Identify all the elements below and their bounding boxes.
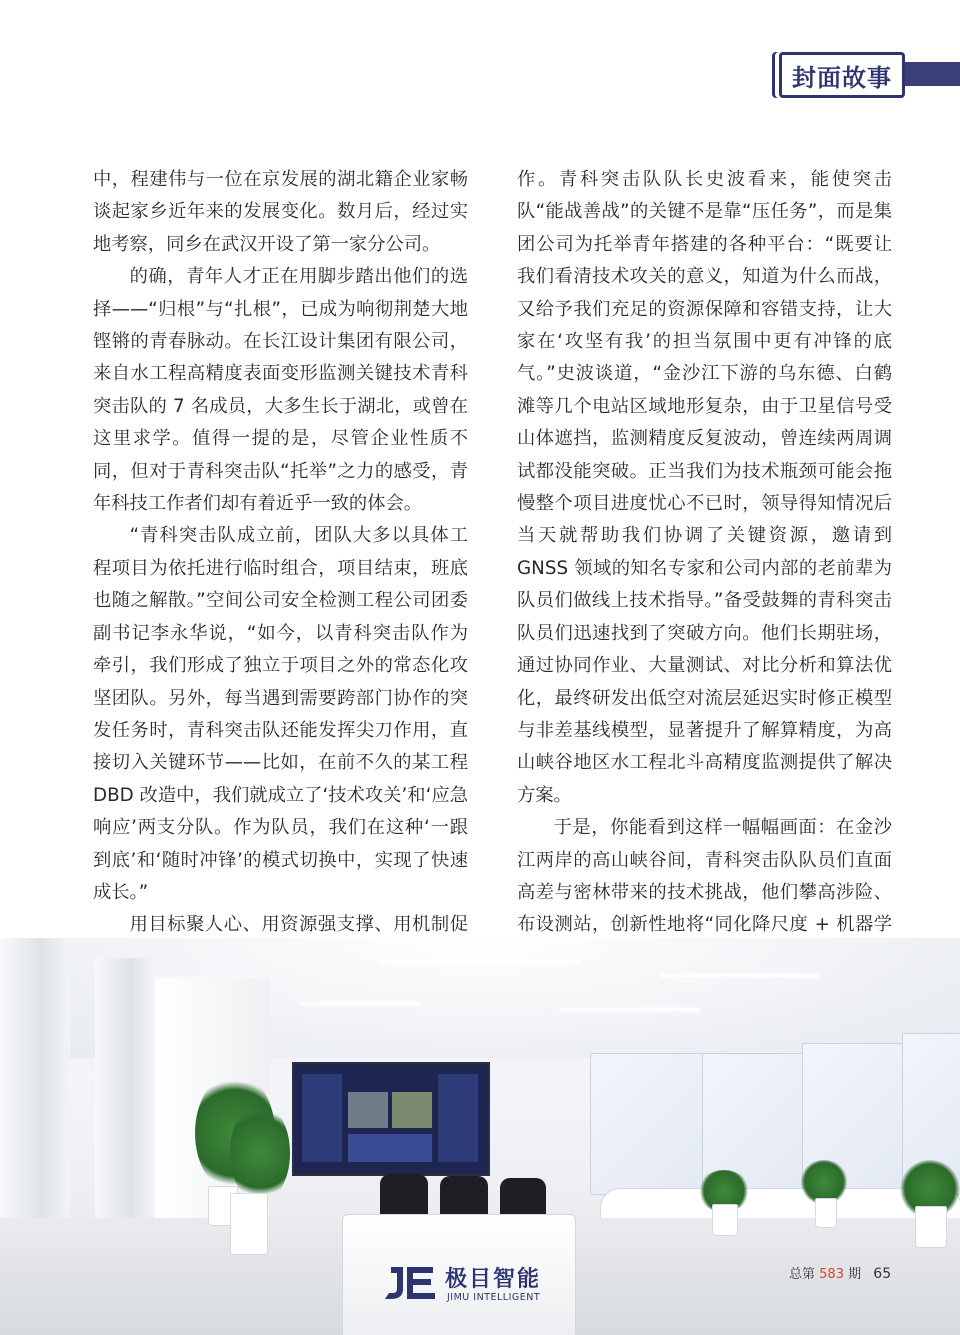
issue-suffix: 期	[848, 1267, 862, 1282]
section-tag-box	[779, 52, 905, 98]
plant-pot	[815, 1198, 837, 1228]
plant-pot	[915, 1206, 947, 1248]
jimu-logo-icon	[383, 1263, 439, 1303]
ceiling-light	[660, 974, 820, 977]
page-folio	[789, 1263, 891, 1282]
paragraph: 作。青科突击队队长史波看来，能使突击队“能战善战”的关键不是靠“压任务”，而是集团公司为托举青年搭建的各种平台：“既要让我们看清技术攻关的意义，知道为什么而战，又给予我们充足的资源保障和容错支持，让大家在‘攻坚有我’的担当氛围中更有冲锋的底气。”史波谈道，“金沙江下游的乌东德、白鹤滩等几个电站区域地形复杂，由于卫星信号受山体遮挡，监测精度反复波动，曾连续两周调试都没能突破。正当我们为技术瓶颈可能会拖慢整个项目进度忧心不已时，领导得知情况后当天就帮助我们协调了关键资源，邀请到 GNSS 领域的知名专家和公司内部的老前辈为队员们做线上技术指导。”备受鼓舞的青科突击队员们迅速找到了突破方向。他们长期驻场，通过协同作业、大量测试、对比分析和算法优化，最终研发出低空对流层延迟实时修正模型与非差基线模型，显著提升了解算精度，为高山峡谷地区水工程北斗高精度监测提供了解决方案。	[517, 169, 892, 806]
logo-chinese-name: 极目智能	[445, 1267, 542, 1292]
paragraph: 的确，青年人才正在用脚步踏出他们的选择——“归根”与“扎根”，已成为响彻荆楚大地铿锵的青春脉动。在长江设计集团有限公司，来自水工程高精度表面变形监测关键技术青科突击队的 7 名成员，大多生长于湖北，或曾在这里求学。值得一提的是，尽管企业性质不同，但对于青科突击队“托举”之力的感受，青年科技工作者们却有着近乎一致的体会。	[93, 266, 468, 515]
logo-english-name: JIMU INTELLIGENT	[447, 1292, 541, 1303]
wall-display	[590, 1053, 704, 1195]
section-tag-bar	[905, 62, 960, 86]
section-tag-label: 封面故事	[792, 63, 892, 92]
paragraph: “青科突击队成立前，团队大多以具体工程项目为依托进行临时组合，项目结束，班底也随之解散。”空间公司安全检测工程公司团委副书记李永华说，“如今，以青科突击队作为牵引，我们形成了独立于项目之外的常态化攻坚团队。另外，每当遇到需要跨部门协作的突发任务时，青科突击队还能发挥尖刀作用，直接切入关键环节——比如，在前不久的某工程 DBD 改造中，我们就成立了‘技术攻关’和‘应急响应’两支分队。作为队员，我们在这种‘一跟到底’和‘随时冲锋’的模式切换中，实现了快速成长。”	[93, 525, 468, 903]
display-screen	[292, 1062, 490, 1176]
plant-pot	[712, 1204, 738, 1236]
ceiling-light	[560, 1008, 700, 1011]
left-column	[93, 164, 468, 974]
issue-prefix: 总第	[789, 1267, 816, 1282]
plant	[230, 1103, 290, 1203]
page-number: 65	[873, 1266, 892, 1282]
ceiling-light	[300, 1002, 420, 1005]
paragraph: 于是，你能看到这样一幅幅画面：在金沙江两岸的高山峡谷间，青科突击队队员们直面高差与密林带来的技术挑战，他们攀高涉险、布设测站，创新性地将“同化降尺度 + 机器学	[517, 817, 892, 936]
section-tag	[775, 48, 960, 100]
right-column	[517, 164, 892, 1007]
paragraph: 中，程建伟与一位在京发展的湖北籍企业家畅谈起家乡近年来的发展变化。数月后，经过实地考察，同乡在武汉开设了第一家分公司。	[93, 169, 468, 255]
ceiling-light	[380, 960, 580, 963]
issue-number: 583	[819, 1267, 844, 1282]
pillar	[95, 958, 155, 1258]
paragraph: 用目标聚人心、用资源强支撑、用机制促	[129, 914, 468, 936]
plant-pot	[230, 1193, 268, 1255]
